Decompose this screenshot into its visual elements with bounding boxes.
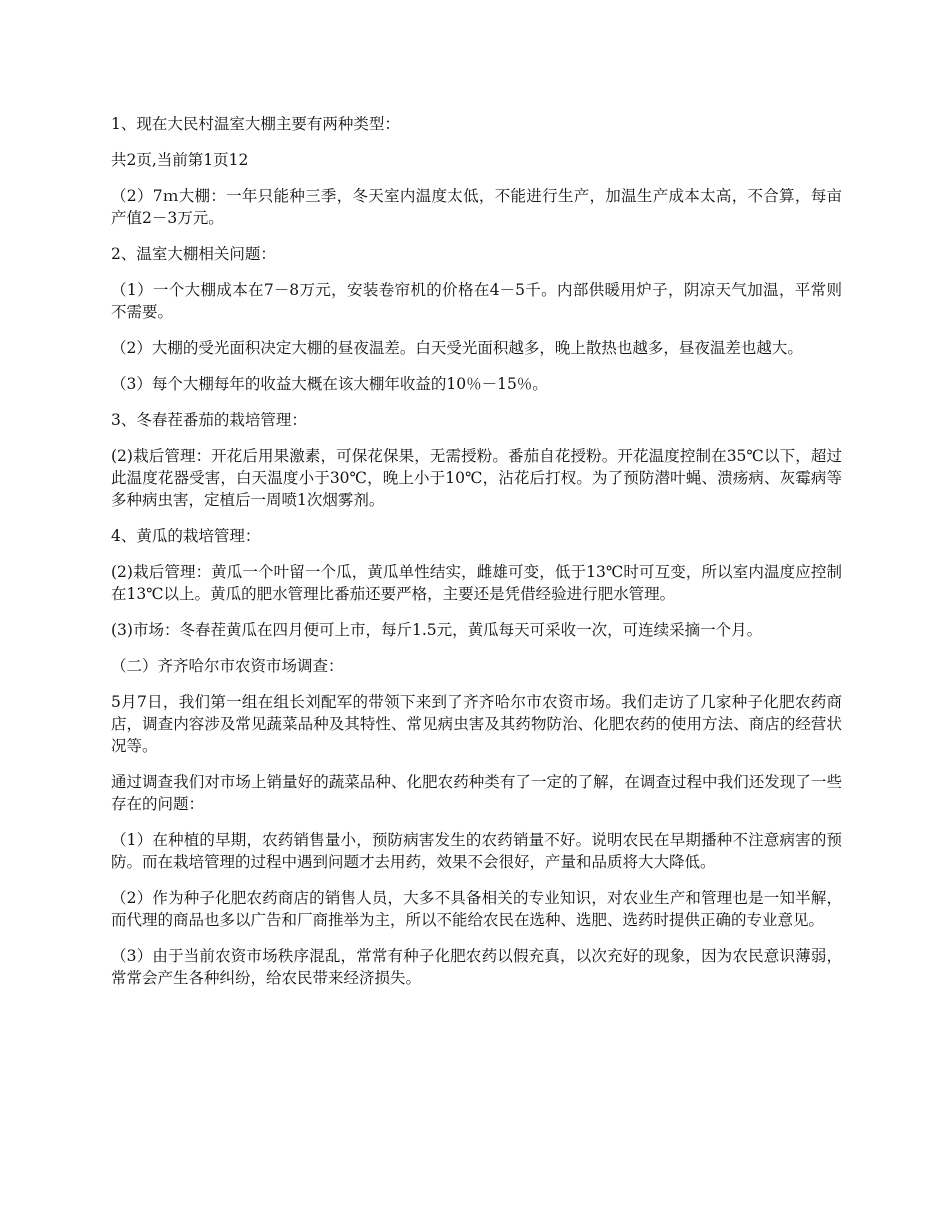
heading-market-survey: （二）齐齐哈尔市农资市场调查：	[111, 657, 344, 675]
paragraph-greenhouse-cost: （1）一个大棚成本在7－8万元，安装卷帘机的价格在4－5千。内部供暖用炉子，阴凉天气加温，平常则不需要。	[111, 281, 842, 321]
page-indicator: 共2页,当前第1页12	[111, 151, 249, 169]
paragraph-survey-visit: 5月7日，我们第一组在组长刘配军的带领下来到了齐齐哈尔市农资市场。我们走访了几家种子化肥农药商店，调查内容涉及常见蔬菜品种及其特性、常见病虫害及其药物防治、化肥农药的使用方法、商店的经营状况等。	[111, 693, 842, 755]
heading-cucumber-management: 4、黄瓜的栽培管理：	[111, 527, 261, 545]
paragraph-cucumber-post-planting: (2)栽后管理：黄瓜一个叶留一个瓜，黄瓜单性结实，雌雄可变，低于13℃时可互变，所以室内温度应控制在13℃以上。黄瓜的肥水管理比番茄还要严格，主要还是凭借经验进行肥水管理。	[111, 563, 842, 603]
heading-tomato-management: 3、冬春茬番茄的栽培管理：	[111, 411, 307, 429]
paragraph-7m-greenhouse: （2）7ｍ大棚：一年只能种三季，冬天室内温度太低，不能进行生产，加温生产成本太高，不合算，每亩产值2－3万元。	[111, 187, 842, 227]
paragraph-problem-1: （1）在种植的早期，农药销售量小，预防病害发生的农药销量不好。说明农民在早期播种不注意病害的预防。而在栽培管理的过程中遇到问题才去用药，效果不会很好，产量和品质将大大降低。	[111, 831, 842, 871]
document-body	[111, 113, 842, 1003]
paragraph-problem-2: （2）作为种子化肥农药商店的销售人员，大多不具备相关的专业知识，对农业生产和管理也是一知半解，而代理的商品也多以广告和厂商推举为主，所以不能给农民在选种、选肥、选药时提供正确的专业意见。	[111, 889, 842, 929]
paragraph-annual-revenue: （3）每个大棚每年的收益大概在该大棚年收益的10％－15％。	[111, 375, 548, 393]
paragraph-tomato-post-planting: (2)栽后管理：开花后用果激素，可保花保果，无需授粉。番茄自花授粉。开花温度控制在35℃以下，超过此温度花器受害，白天温度小于30℃，晚上小于10℃，沾花后打杈。为了预防潜叶蝇、溃疡病、灰霉病等多种病虫害，定植后一周喷1次烟雾剂。	[111, 447, 842, 509]
paragraph-cucumber-market: (3)市场：冬春茬黄瓜在四月便可上市，每斤1.5元，黄瓜每天可采收一次，可连续采摘一个月。	[111, 621, 763, 639]
heading-greenhouse-issues: 2、温室大棚相关问题：	[111, 245, 276, 263]
paragraph-survey-findings: 通过调查我们对市场上销量好的蔬菜品种、化肥农药种类有了一定的了解，在调查过程中我们还发现了一些存在的问题：	[111, 773, 842, 813]
paragraph-light-area: （2）大棚的受光面积决定大棚的昼夜温差。白天受光面积越多，晚上散热也越多，昼夜温差也越大。	[111, 339, 803, 357]
paragraph-problem-3: （3）由于当前农资市场秩序混乱，常常有种子化肥农药以假充真，以次充好的现象，因为农民意识薄弱，常常会产生各种纠纷，给农民带来经济损失。	[111, 947, 842, 987]
heading-greenhouse-types: 1、现在大民村温室大棚主要有两种类型：	[111, 115, 400, 133]
